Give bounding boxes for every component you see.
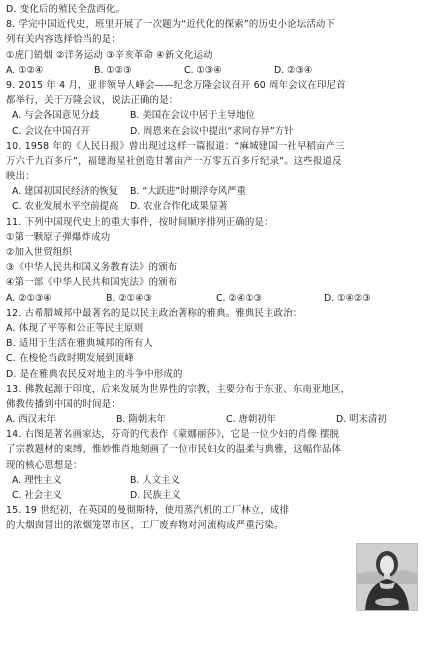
- q11-option-c: C. ②④①③: [216, 292, 263, 304]
- q10-options-cd: [6, 199, 442, 214]
- q12-option-c: C. 在梭伦当政时期发展到顶峰: [6, 353, 135, 365]
- q14-stem: 14. 右图是著名画家达，芬奇的代表作《蒙娜丽莎》，它是一位少妇的肖像 摆脱: [6, 429, 340, 441]
- q10-stem-end: 映出：: [6, 171, 35, 183]
- q14-stem-cont: 了宗教题材的束缚，惟妙惟肖地刻画了一位市民妇女的温柔与典雅，这幅作品体: [6, 444, 342, 456]
- q7-option-d: D. 变化后的殖民全盘西化。: [6, 4, 126, 15]
- q8-options: [6, 63, 442, 78]
- q11-options: [6, 291, 442, 306]
- q8-stem-cont: 列有关内容选择恰当的是：: [6, 34, 121, 46]
- q10-stem-cont: 万六千九百多斤”，福建海星社创造甘薯亩产一万零五百多斤纪录”。这些报道反: [6, 155, 342, 167]
- mona-lisa-image: [356, 543, 418, 611]
- q9-stem-cont: 都举行，关于万隆会议，说法正确的是：: [6, 95, 179, 107]
- q12-stem: 12. 古希腊城邦中最著名的是以民主政治著称的雅典。雅典民主政治：: [6, 307, 303, 319]
- q9-options-ab: [6, 108, 442, 123]
- q8-option-c: C. ①③④: [184, 64, 222, 76]
- exam-page: [6, 2, 442, 534]
- q8-stem: 8. 学完中国近代史，班里开展了一次题为“近代化的探索”的历史小论坛活动下: [6, 19, 336, 31]
- q11-item-3: ③《中华人民共和国义务教育法》的颁布: [6, 262, 178, 274]
- q11-item-2: ②加入世贸组织: [6, 247, 73, 258]
- q9-option-d: D. 周恩来在会议中提出“求同存异”方针: [130, 125, 294, 137]
- q14-option-c: C. 社会主义: [12, 490, 63, 501]
- q15-stem-cont: 的大烟囱冒出的浓烟笼罩市区，工厂废弃物对河流构成严重污染。: [6, 520, 284, 532]
- q13-option-c: C. 唐朝初年: [226, 414, 277, 426]
- q11-option-d: D. ①④②③: [324, 292, 371, 304]
- q14-option-d: D. 民族主义: [130, 490, 181, 501]
- q14-option-a: A. 理性主义: [12, 474, 62, 486]
- q14-options-cd: [6, 488, 442, 503]
- q9-option-a: A. 与会各国意见分歧: [12, 110, 100, 122]
- q15-stem: 15. 19 世纪初，在英国的曼彻斯特，使用蒸汽机的工厂林立，成排: [6, 505, 290, 517]
- q13-option-b: B. 隋朝末年: [116, 414, 166, 426]
- q10-option-a: A. 建国初国民经济的恢复: [12, 186, 118, 198]
- q10-option-d: D. 农业合作化成果显著: [130, 201, 228, 213]
- q12-option-a: A. 体现了平等和公正等民主原则: [6, 322, 144, 334]
- q13-option-a: A. 西汉末年: [6, 414, 56, 426]
- q13-stem-cont: 佛教传播到中国的时间是：: [6, 398, 121, 410]
- q11-option-a: A. ②①③④: [6, 292, 52, 304]
- q12-option-d: D. 是在雅典农民反对地主的斗争中形成的: [6, 368, 183, 380]
- q8-items: ①虎门销烟 ②洋务运动 ③辛亥革命 ④新文化运动: [6, 49, 213, 61]
- q14-option-b: B. 人文主义: [130, 474, 180, 486]
- q9-option-b: B. 美国在会议中居于主导地位: [130, 110, 255, 122]
- q11-stem: 11. 下列中国现代史上的重大事件，按时间顺序排列正确的是：: [6, 216, 274, 228]
- mona-lisa-illustration: [357, 544, 417, 610]
- q9-stem: 9. 2015 年 4 月，亚非领导人峰会——纪念万隆会议召开 60 周年会议在印尼首: [6, 79, 346, 91]
- q10-options-ab: [6, 184, 442, 199]
- q9-options-cd: [6, 124, 442, 139]
- q8-option-a: A. ①②④: [6, 64, 44, 76]
- q12-option-b: B. 适用于生活在雅典城邦的所有人: [6, 338, 154, 350]
- q13-options: [6, 412, 442, 427]
- q8-option-d: D. ②③④: [274, 64, 313, 76]
- q14-options-ab: [6, 473, 442, 488]
- q10-option-b: B. “大跃进”时期浮夸风严重: [130, 186, 246, 198]
- q10-stem: 10. 1958 年的《人民日报》曾出现过这样一篇报道：“麻城建国一社早稻亩产三: [6, 140, 345, 152]
- q14-stem-end: 现的核心思想是：: [6, 459, 83, 471]
- q11-item-1: ①第一颗原子弹爆炸成功: [6, 231, 111, 243]
- q11-option-b: B. ②①④③: [106, 292, 153, 304]
- q9-option-c: C. 会议在中国召开: [12, 125, 91, 137]
- q13-option-d: D. 明末清初: [336, 414, 387, 426]
- q10-option-c: C. 农业发展水平空前提高: [12, 201, 119, 213]
- q13-stem: 13. 佛教起源于印度，后来发展为世界性的宗教，主要分布于东亚、东南亚地区，: [6, 383, 351, 395]
- q11-item-4: ④第一部《中华人民共和国宪法》的颁布: [6, 277, 178, 289]
- q8-option-b: B. ①②③: [94, 64, 132, 76]
